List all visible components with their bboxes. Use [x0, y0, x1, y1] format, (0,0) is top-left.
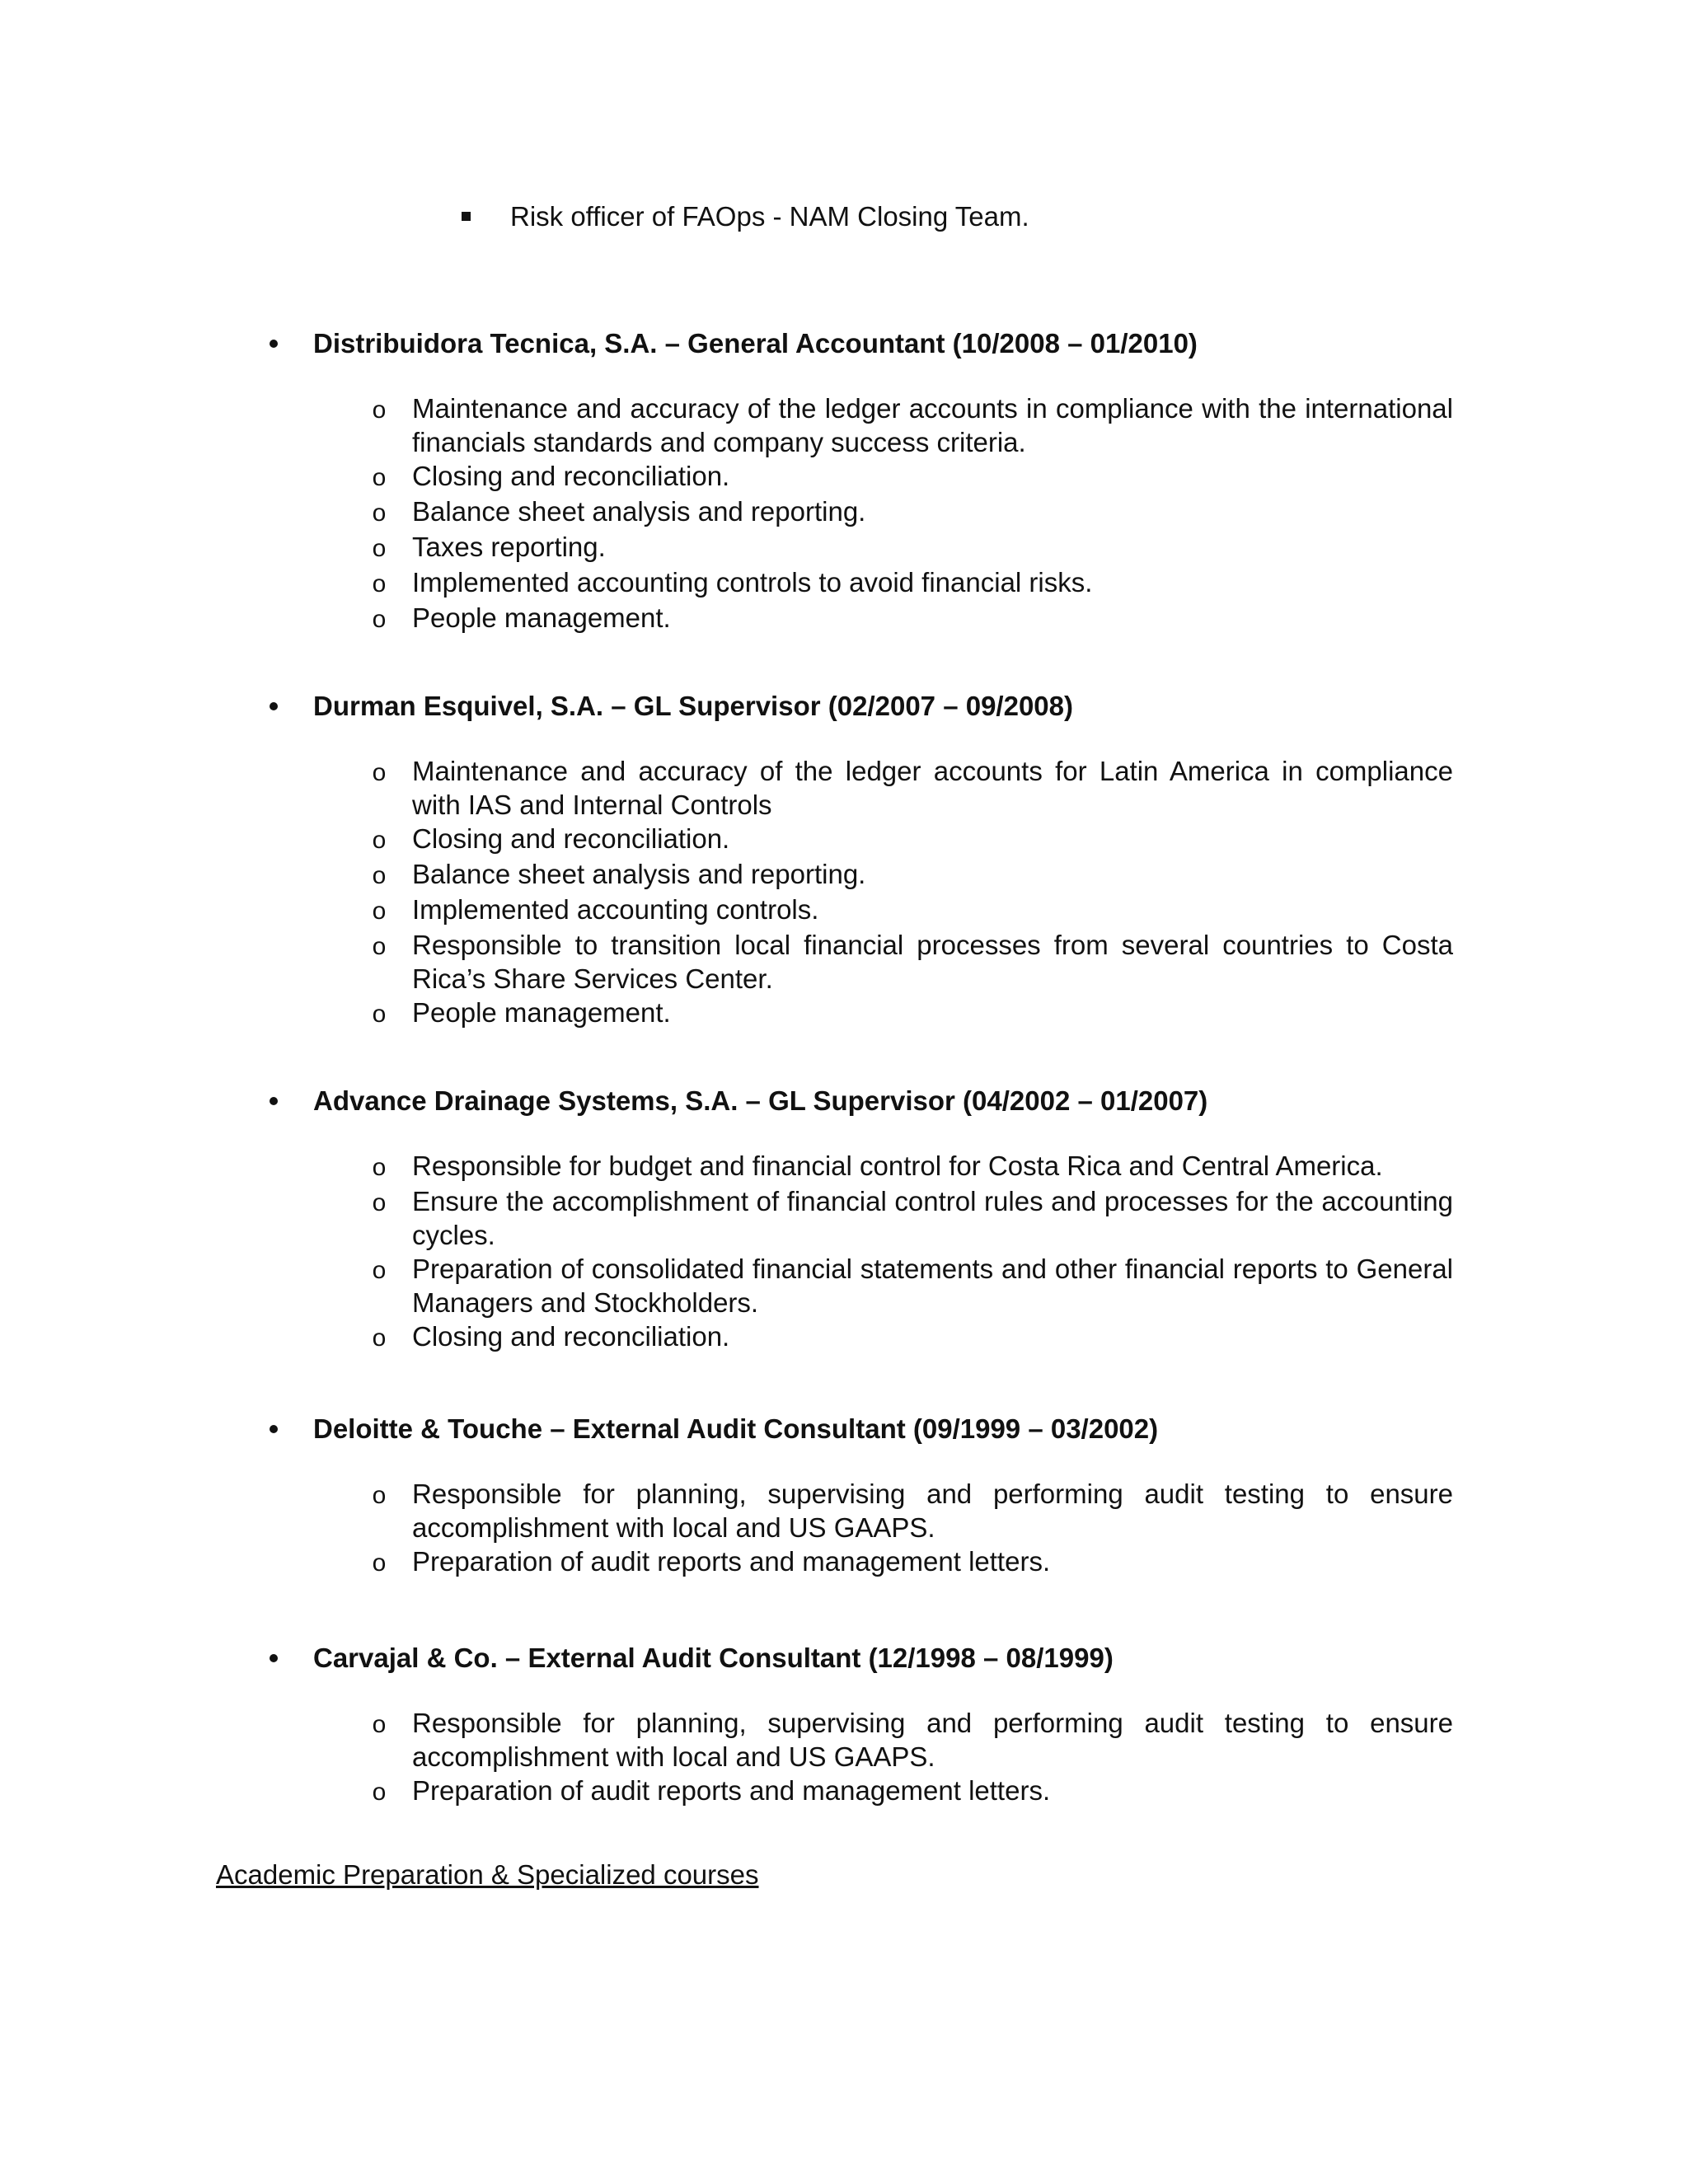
- list-item-text: Taxes reporting.: [412, 532, 606, 562]
- circle-bullet-icon: o: [372, 759, 387, 786]
- circle-bullet-icon: o: [372, 464, 387, 491]
- top-item-text: Risk officer of FAOps - NAM Closing Team.: [510, 201, 1029, 232]
- section-heading-row: [262, 1084, 1457, 1118]
- section-heading-row: [262, 326, 1457, 360]
- circle-bullet-icon: o: [372, 1189, 387, 1216]
- experience-section: [262, 1641, 1457, 1809]
- top-list-item: [462, 199, 1451, 233]
- bullet-dot-icon: [270, 702, 278, 710]
- list-item-text: Balance sheet analysis and reporting.: [412, 496, 866, 527]
- list-item-text: Responsible for budget and financial control for Costa Rica and Central America.: [412, 1151, 1383, 1181]
- academic-heading: Academic Preparation & Specialized courses: [216, 1859, 759, 1890]
- list-item-text: Closing and reconciliation.: [412, 823, 730, 854]
- bullet-dot-icon: [270, 340, 278, 348]
- circle-bullet-icon: o: [372, 1711, 387, 1738]
- circle-bullet-icon: o: [372, 898, 387, 925]
- list-item: [262, 1774, 1457, 1809]
- experience-section: [262, 689, 1457, 1031]
- experience-section: [262, 1412, 1457, 1580]
- circle-bullet-icon: o: [372, 570, 387, 598]
- list-item-text: Maintenance and accuracy of the ledger accounts for Latin America in compliance with IAS and Internal Controls: [412, 756, 1453, 820]
- list-item-text: Closing and reconciliation.: [412, 461, 730, 491]
- list-item: [262, 996, 1457, 1031]
- list-item-text: Implemented accounting controls to avoid financial risks.: [412, 567, 1093, 598]
- experience-section: [262, 326, 1457, 636]
- list-item: [262, 1252, 1457, 1319]
- list-item: [262, 391, 1457, 459]
- section-item-list: [262, 1149, 1457, 1355]
- list-item-text: Preparation of audit reports and management letters.: [412, 1775, 1051, 1806]
- section-heading: Durman Esquivel, S.A. – GL Supervisor (02/2007 – 09/2008): [313, 691, 1073, 721]
- list-item-text: Preparation of consolidated financial statements and other financial reports to General Managers and Stockholders.: [412, 1254, 1453, 1318]
- list-item: [262, 459, 1457, 494]
- circle-bullet-icon: o: [372, 1324, 387, 1352]
- circle-bullet-icon: o: [372, 1482, 387, 1509]
- circle-bullet-icon: o: [372, 535, 387, 562]
- section-heading-row: [262, 689, 1457, 723]
- list-item-text: Preparation of audit reports and management letters.: [412, 1546, 1051, 1577]
- list-item: [262, 1184, 1457, 1252]
- section-item-list: [262, 1706, 1457, 1809]
- list-item: [262, 530, 1457, 565]
- section-heading: Deloitte & Touche – External Audit Consultant (09/1999 – 03/2002): [313, 1413, 1159, 1444]
- circle-bullet-icon: o: [372, 862, 387, 889]
- circle-bullet-icon: o: [372, 827, 387, 854]
- section-heading: Distribuidora Tecnica, S.A. – General Accountant (10/2008 – 01/2010): [313, 328, 1198, 359]
- list-item: [262, 754, 1457, 822]
- circle-bullet-icon: o: [372, 1257, 387, 1284]
- list-item-text: Responsible for planning, supervising and performing audit testing to ensure accomplishment with local and US GAAPS.: [412, 1479, 1453, 1543]
- section-heading-row: [262, 1641, 1457, 1675]
- section-heading-row: [262, 1412, 1457, 1446]
- experience-section: [262, 1084, 1457, 1355]
- list-item-text: Ensure the accomplishment of financial control rules and processes for the accounting cycles.: [412, 1186, 1453, 1250]
- section-item-list: [262, 754, 1457, 1031]
- list-item: [262, 822, 1457, 857]
- section-item-list: [262, 1477, 1457, 1580]
- list-item-text: People management.: [412, 997, 671, 1028]
- list-item: [262, 1544, 1457, 1580]
- list-item: [262, 1477, 1457, 1544]
- list-item: [262, 1149, 1457, 1184]
- list-item: [262, 565, 1457, 601]
- list-item: [262, 1319, 1457, 1355]
- list-item-text: People management.: [412, 602, 671, 633]
- section-item-list: [262, 391, 1457, 636]
- section-heading: Carvajal & Co. – External Audit Consultant (12/1998 – 08/1999): [313, 1643, 1114, 1673]
- circle-bullet-icon: o: [372, 606, 387, 633]
- list-item-text: Responsible to transition local financial processes from several countries to Costa Rica’s Share Services Center.: [412, 930, 1453, 994]
- circle-bullet-icon: o: [372, 1779, 387, 1806]
- bullet-dot-icon: [270, 1425, 278, 1433]
- square-bullet-icon: [462, 212, 471, 221]
- circle-bullet-icon: o: [372, 396, 387, 424]
- bullet-dot-icon: [270, 1654, 278, 1662]
- list-item: [262, 857, 1457, 893]
- circle-bullet-icon: o: [372, 499, 387, 527]
- list-item: [262, 1706, 1457, 1774]
- bullet-dot-icon: [270, 1097, 278, 1105]
- list-item-text: Responsible for planning, supervising and performing audit testing to ensure accomplishment with local and US GAAPS.: [412, 1708, 1453, 1772]
- list-item-text: Balance sheet analysis and reporting.: [412, 859, 866, 889]
- list-item-text: Closing and reconciliation.: [412, 1321, 730, 1352]
- circle-bullet-icon: o: [372, 1001, 387, 1028]
- list-item: [262, 601, 1457, 636]
- circle-bullet-icon: o: [372, 1154, 387, 1181]
- circle-bullet-icon: o: [372, 933, 387, 960]
- list-item-text: Maintenance and accuracy of the ledger accounts in compliance with the international financials standards and company success criteria.: [412, 393, 1453, 457]
- list-item-text: Implemented accounting controls.: [412, 894, 819, 925]
- section-heading: Advance Drainage Systems, S.A. – GL Supervisor (04/2002 – 01/2007): [313, 1085, 1208, 1116]
- circle-bullet-icon: o: [372, 1549, 387, 1577]
- list-item: [262, 893, 1457, 928]
- list-item: [262, 494, 1457, 530]
- list-item: [262, 928, 1457, 996]
